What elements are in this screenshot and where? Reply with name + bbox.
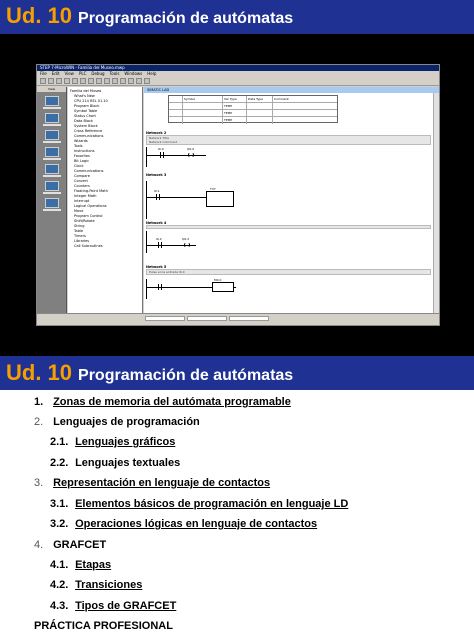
toolbar-button <box>104 78 110 84</box>
toc-number: 4. <box>34 539 44 551</box>
table-row <box>169 103 337 110</box>
instruction-tree <box>68 87 143 313</box>
toc-number: 4.2. <box>50 579 69 591</box>
local-variable-table <box>168 95 338 123</box>
tree-item[interactable]: Timers <box>74 234 86 238</box>
nav-label <box>43 158 61 160</box>
table-cell <box>183 117 223 124</box>
table-cell <box>183 110 223 116</box>
tree-item[interactable]: Compare <box>74 174 90 178</box>
toc-item <box>50 559 111 571</box>
app-status-bar <box>37 313 439 325</box>
tree-item[interactable]: Data Block <box>74 119 93 123</box>
menu-item: Edit <box>51 71 60 76</box>
toolbar-button <box>48 78 54 84</box>
editor-title: SIMATIC LAD <box>144 87 439 93</box>
toolbar-button <box>128 78 134 84</box>
tree-item[interactable]: Status Chart <box>74 114 96 118</box>
toc-number: 3.1. <box>50 498 69 510</box>
tree-item[interactable]: System Block <box>74 124 98 128</box>
rung-line <box>146 155 206 156</box>
toc-link[interactable]: Tipos de GRAFCET <box>75 600 177 612</box>
table-header <box>169 96 183 102</box>
tree-item[interactable]: Integer Math <box>74 194 97 198</box>
nav-label <box>43 107 61 109</box>
tree-item[interactable]: Favorites <box>74 154 90 158</box>
table-header: Symbol <box>183 96 223 102</box>
toc-item <box>50 579 142 591</box>
ladder-network <box>146 265 431 275</box>
coil-symbol <box>184 242 190 248</box>
nav-icon <box>45 96 59 106</box>
unit-number: Ud. 10 <box>6 360 73 385</box>
nav-label <box>43 124 61 126</box>
toc-text: PRÁCTICA PROFESIONAL <box>34 620 173 632</box>
network-comment <box>146 225 431 229</box>
toolbar-button <box>112 78 118 84</box>
table-cell: TEMP <box>223 110 247 116</box>
network-label: Network 2 <box>146 131 167 135</box>
toc-text: Lenguajes de programación <box>53 416 200 428</box>
tree-item[interactable]: Table <box>74 229 84 233</box>
toc-link[interactable]: Lenguajes gráficos <box>75 436 176 448</box>
tree-item[interactable]: Libraries <box>74 239 90 243</box>
table-cell <box>247 103 273 109</box>
toc-link[interactable]: Etapas <box>75 559 112 571</box>
toolbar-button <box>80 78 86 84</box>
table-cell <box>183 103 223 109</box>
network-comment-text: Network Comment <box>149 140 178 144</box>
table-cell: TEMP <box>223 117 247 124</box>
nav-label <box>43 141 61 143</box>
tree-item[interactable]: Program Block <box>74 104 100 108</box>
menu-item: Windows <box>124 71 143 76</box>
tree-item[interactable]: Bit Logic <box>74 159 90 163</box>
contact-symbol <box>158 242 162 248</box>
contact-symbol <box>156 194 160 200</box>
toc-number: 2. <box>34 416 44 428</box>
table-cell <box>169 117 183 124</box>
operand-label: I0.1 <box>154 189 160 193</box>
table-cell <box>247 117 273 124</box>
nav-icon <box>45 130 59 140</box>
tree-item[interactable]: Familia del Museo <box>70 89 102 93</box>
tree-item[interactable]: String <box>74 224 85 228</box>
tree-item[interactable]: Symbol Table <box>74 109 98 113</box>
timer-box <box>206 191 234 207</box>
editor-tab <box>145 316 185 321</box>
rung-line <box>146 197 206 198</box>
tree-item[interactable]: Interrupt <box>74 199 90 203</box>
menu-item: Help <box>147 71 157 76</box>
toc-link[interactable]: Operaciones lógicas en lenguaje de contactos <box>75 518 318 530</box>
toolbar-button <box>72 78 78 84</box>
operand-label: T37 <box>210 187 216 191</box>
network-title-text: Network Title <box>149 136 169 140</box>
nav-label <box>43 209 61 211</box>
tree-item[interactable]: Shift/Rotate <box>74 219 95 223</box>
ladder-network <box>146 173 431 177</box>
toc-number: 4.3. <box>50 600 69 612</box>
nav-label <box>43 192 61 194</box>
plc-software-screenshot <box>36 64 440 326</box>
ladder-network <box>146 131 431 145</box>
table-header-row <box>169 96 337 103</box>
toc-item <box>50 518 317 530</box>
unit-number: Ud. 10 <box>6 3 73 28</box>
toc-item <box>50 600 176 612</box>
operand-label: I0.2 <box>156 237 162 241</box>
toc-item <box>50 436 175 448</box>
toc-number: 3.2. <box>50 518 69 530</box>
toc-item <box>34 539 106 551</box>
table-cell <box>273 110 337 116</box>
table-of-contents <box>0 390 474 632</box>
tree-item[interactable]: Program Control <box>74 214 103 218</box>
toc-link[interactable]: Zonas de memoria del autómata programable <box>53 396 291 408</box>
slide-title-bar-top <box>0 0 474 34</box>
contact-symbol <box>158 284 162 290</box>
slide-title-bar-mid <box>0 356 474 390</box>
menu-item: PLC <box>78 71 87 76</box>
navigation-bar <box>37 87 67 313</box>
table-cell <box>247 110 273 116</box>
toolbar-button <box>64 78 70 84</box>
app-toolbar <box>37 77 439 86</box>
slide-title: Programación de autómatas <box>78 367 294 384</box>
slide-title: Programación de autómatas <box>78 10 294 27</box>
table-cell <box>273 103 337 109</box>
toolbar-button <box>88 78 94 84</box>
toolbar-button <box>120 78 126 84</box>
table-header: Data Type <box>247 96 273 102</box>
network-title-text: Pulse en la entrada I0.0 <box>149 270 185 274</box>
toolbar-button <box>96 78 102 84</box>
tree-item[interactable]: Move <box>74 209 84 213</box>
toc-number: 3. <box>34 477 44 489</box>
toc-link[interactable]: Representación en lenguaje de contactos <box>53 477 271 489</box>
table-header: Var Type <box>223 96 247 102</box>
contact-symbol <box>160 152 164 158</box>
menu-item: View <box>64 71 74 76</box>
network-label: Network 5 <box>146 265 167 269</box>
toc-text: GRAFCET <box>53 539 107 551</box>
table-cell: TEMP <box>223 103 247 109</box>
toolbar-button <box>56 78 62 84</box>
tree-item[interactable]: Wizards <box>74 139 88 143</box>
nav-icon <box>45 164 59 174</box>
instruction-box <box>212 282 234 292</box>
editor-tab <box>229 316 269 321</box>
network-comment <box>146 135 431 145</box>
toolbar-button <box>136 78 142 84</box>
tree-item[interactable]: Convert <box>74 179 88 183</box>
nav-icon <box>45 181 59 191</box>
nav-icon <box>45 147 59 157</box>
toc-number: 2.1. <box>50 436 69 448</box>
tree-item[interactable]: Tools <box>74 144 83 148</box>
tree-item[interactable]: Cross Reference <box>74 129 103 133</box>
tree-item[interactable]: Communications <box>74 169 104 173</box>
tree-item[interactable]: Call Subroutines <box>74 244 103 248</box>
tree-item[interactable]: Counters <box>74 184 90 188</box>
power-rail <box>146 181 147 219</box>
network-comment <box>146 269 431 275</box>
tree-item[interactable]: What's New <box>74 94 95 98</box>
ladder-network <box>146 221 431 229</box>
network-label: Network 3 <box>146 173 167 177</box>
network-label: Network 4 <box>146 221 167 225</box>
table-row <box>169 110 337 117</box>
table-cell <box>169 110 183 116</box>
nav-header: View <box>37 87 66 92</box>
app-window-title: STEP 7-MicroWIN - Familia del Museo.mwp <box>37 65 439 71</box>
table-cell <box>273 117 337 124</box>
table-header: Comment <box>274 97 289 101</box>
toc-number: 1. <box>34 396 44 408</box>
tree-item[interactable]: Communications <box>74 134 104 138</box>
tree-item[interactable]: Logical Operations <box>74 204 107 208</box>
toc-item <box>34 396 291 408</box>
toc-text: Lenguajes textuales <box>75 457 181 469</box>
toc-item <box>34 620 173 632</box>
tree-item[interactable]: Floating-Point Math <box>74 189 108 193</box>
tree-item[interactable]: Instructions <box>74 149 95 153</box>
nav-icon <box>45 198 59 208</box>
menu-item: File <box>40 71 47 76</box>
tree-item[interactable]: CPU 214 REL 01.10 <box>74 99 108 103</box>
menu-item: Debug <box>91 71 105 76</box>
toc-item <box>50 498 348 510</box>
editor-scrollbar <box>433 93 439 313</box>
toc-number: 4.1. <box>50 559 69 571</box>
menu-item: Tools <box>109 71 120 76</box>
operand-label: M0.0 <box>214 278 222 282</box>
toc-item <box>34 477 270 489</box>
toc-number: 2.2. <box>50 457 69 469</box>
nav-label <box>43 175 61 177</box>
power-rail <box>146 231 147 253</box>
toolbar-button <box>40 78 46 84</box>
power-rail <box>146 279 147 299</box>
program-editor <box>144 87 439 313</box>
table-row <box>169 117 337 124</box>
app-body <box>37 87 439 313</box>
operand-label: Q0.2 <box>182 237 190 241</box>
operand-label: I0.0 <box>158 147 164 151</box>
toc-link[interactable]: Transiciones <box>75 579 143 591</box>
tree-item[interactable]: Clock <box>74 164 84 168</box>
toc-item <box>50 457 180 469</box>
power-rail <box>146 147 147 167</box>
coil-symbol <box>188 152 194 158</box>
table-cell <box>169 103 183 109</box>
editor-tab <box>187 316 227 321</box>
operand-label: Q0.0 <box>187 147 195 151</box>
toc-item <box>34 416 200 428</box>
toolbar-button <box>144 78 150 84</box>
toc-link[interactable]: Elementos básicos de programación en lenguaje LD <box>75 498 349 510</box>
nav-icon <box>45 113 59 123</box>
